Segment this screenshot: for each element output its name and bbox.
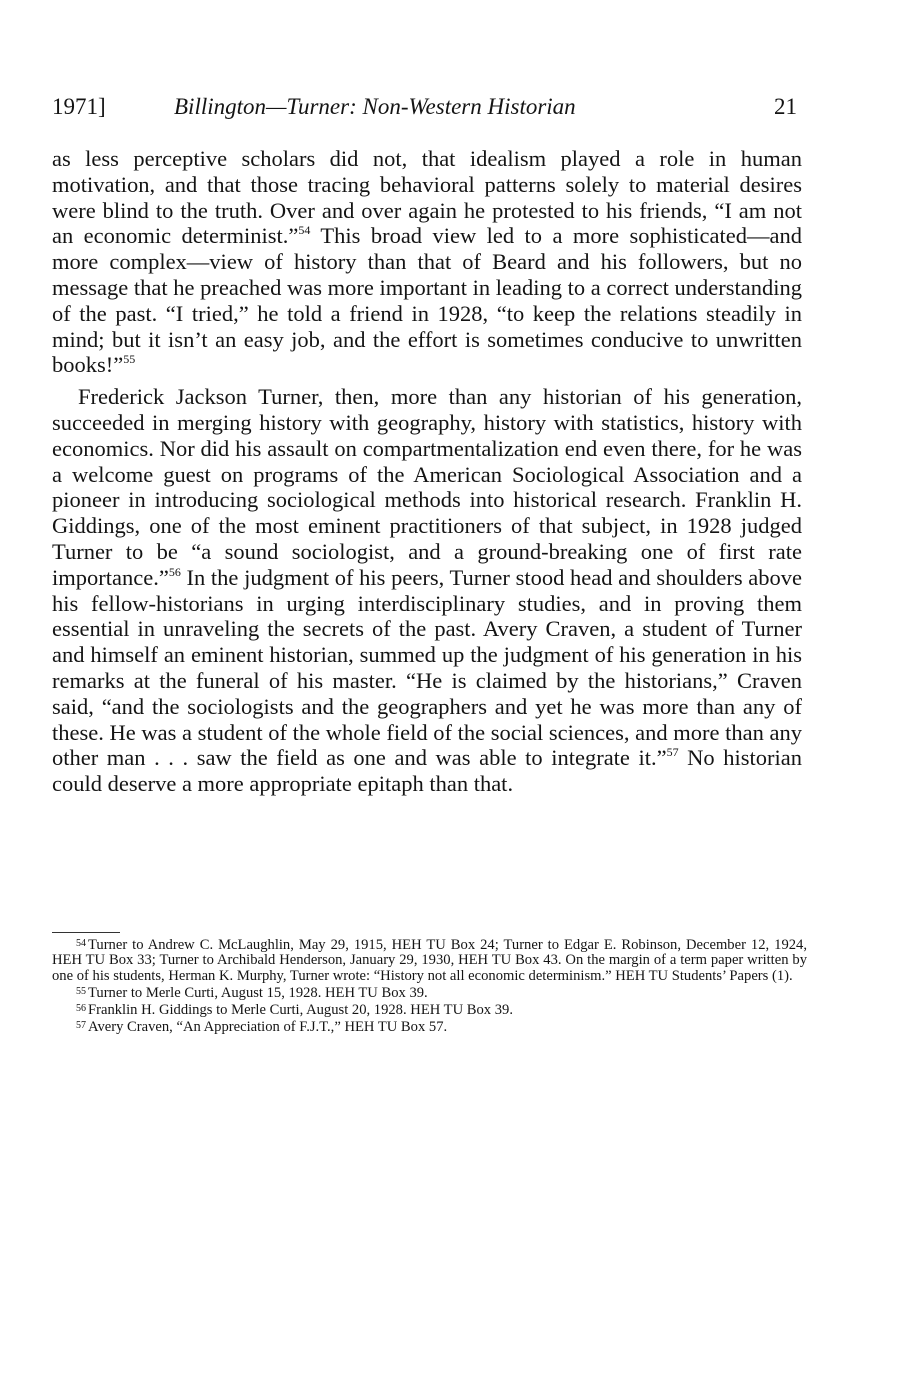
running-header [52,92,797,122]
footnote-57 [52,1018,807,1035]
footnote-ref-56: 56 [168,564,181,579]
footnote-54 [52,936,807,984]
running-title: Billington—Turner: Non-Western Historian [174,94,576,119]
footnote-text: Turner to Merle Curti, August 15, 1928. HEH TU Box 39. [88,984,428,1001]
footnote-mark: 56 [76,1003,86,1015]
footnote-ref-57: 57 [666,745,679,760]
paragraph-2-text-b: In the judgment of his peers, Turner stood head and shoulders above his fellow-historians in urging interdisciplinary studies, and in proving them essential in unraveling the secrets of the past. Avery Craven, a student of Turner and himself an eminent historian, summed up the judgment of his generation in his remarks at the funeral of his master. “He is claimed by the historians,” Craven said, “and the sociologists and the geographers and yet he was more than any of these. He was a student of the whole field of the social sciences, and more than any other man . . . saw the field as one and was able to integrate it.” [52,564,802,771]
paragraph-2 [52,384,802,797]
footnote-mark: 57 [76,1020,86,1032]
footnote-divider [52,932,120,933]
footnote-text: Franklin H. Giddings to Merle Curti, August 20, 1928. HEH TU Box 39. [88,1002,513,1019]
footnote-56 [52,1001,807,1018]
footnotes [52,936,807,1036]
header-year: 1971] [52,94,106,119]
paragraph-2-text-a: Frederick Jackson Turner, then, more than any historian of his generation, succeeded in merging history with geography, history with statistics, history with economics. Nor did his assault on compartmentalization end even there, for he was a welcome guest on programs of the American Sociological Association and a pioneer in introducing sociological methods into historical research. Franklin H. Giddings, one of the most eminent practitioners of that subject, in 1928 judged Turner to be “a sound sociologist, and a ground-breaking one of first rate importance.” [52,384,802,590]
paragraph-1-text-a: as less perceptive scholars did not, that idealism played a role in human motivation, and that those tracing behavioral patterns solely to material desires were blind to the truth. Over and over again he protested to his friends, “I am not an economic determinist.” [52,146,802,249]
paragraph-1 [52,146,802,378]
paragraph-1-text-b: This broad view led to a more sophisticated—and more complex—view of history than that of Beard and his followers, but no message that he preached was more important in leading to a correct understanding of the past. “I tried,” he told a friend in 1928, “to keep the relations steadily in mind; but it isn’t an easy job, and the effort is sometimes conducive to unwritten books!” [52,223,802,378]
footnote-text: Turner to Andrew C. McLaughlin, May 29, 1915, HEH TU Box 24; Turner to Edgar E. Robinson, December 12, 1924, HEH TU Box 33; Turner to Archibald Henderson, January 29, 1930, HEH TU Box 43. On the margin of a term paper written by one of his students, Herman K. Murphy, Turner wrote: “History not all economic determinism.” HEH TU Students’ Papers (1). [52,937,807,984]
main-text [52,146,802,797]
page-number: 21 [774,94,797,119]
footnote-ref-55: 55 [123,352,136,367]
footnote-ref-54: 54 [298,223,311,238]
footnote-mark: 55 [76,985,86,997]
footnote-55 [52,984,807,1001]
paragraph-2-text-c: No historian could deserve a more appropriate epitaph than that. [52,745,802,797]
footnote-mark: 54 [76,938,86,949]
footnote-text: Avery Craven, “An Appreciation of F.J.T.,” HEH TU Box 57. [88,1019,448,1036]
